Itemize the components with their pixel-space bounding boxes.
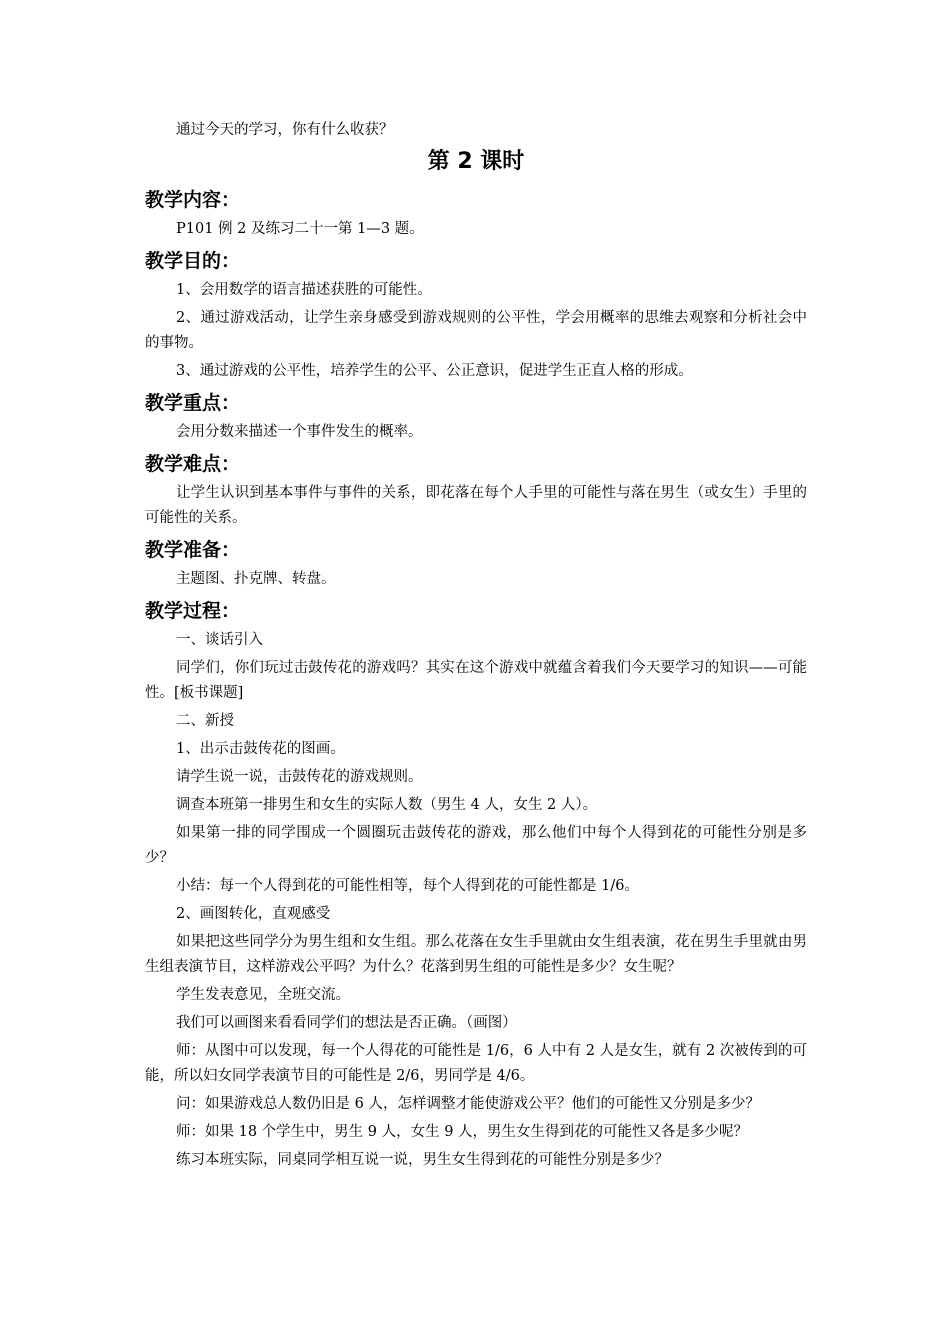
intro-question: 通过今天的学习，你有什么收获？ [176,122,394,138]
process-paragraph: 小结：每一个人得到花的可能性相等，每个人得到花的可能性都是 1/6。 [176,878,639,894]
process-paragraph: 请学生说一说，击鼓传花的游戏规则。 [176,769,423,785]
heading-process: 教学过程： [145,600,241,622]
heading-goals: 教学目的： [145,250,241,272]
lesson-title: 第 2 课时 [427,149,525,174]
process-paragraph: 练习本班实际，同桌同学相互说一说，男生女生得到花的可能性分别是多少？ [176,1152,669,1168]
heading-difficulties: 教学难点： [145,453,241,475]
process-paragraph: 2、画图转化，直观感受 [176,906,331,922]
heading-content: 教学内容： [145,189,241,211]
process-paragraph: 如果把这些同学分为男生组和女生组。那么花落在女生手里就由女生组表演，花在男生手里就由男生组表演节目，这样游戏公平吗？为什么？花落到男生组的可能性是多少？女生呢？ [145,934,807,975]
process-paragraph: 师：从图中可以发现，每一个人得花的可能性是 1/6，6 人中有 2 人是女生，就有 2 次被传到的可能，所以妇女同学表演节目的可能性是 2/6，男同学是 4/6。 [145,1043,807,1084]
process-paragraph: 师：如果 18 个学生中，男生 9 人，女生 9 人，男生女生得到花的可能性又各是多少呢？ [176,1124,749,1140]
document-body [145,118,807,1173]
goals-paragraph: 3、通过游戏的公平性，培养学生的公平、公正意识，促进学生正直人格的形成。 [176,363,693,379]
content-paragraph: P101 例 2 及练习二十一第 1—3 题。 [176,221,424,237]
process-paragraph: 调查本班第一排男生和女生的实际人数（男生 4 人，女生 2 人）。 [176,797,598,813]
process-paragraph: 一、谈话引入 [176,632,263,648]
process-paragraph: 二、新授 [176,713,234,729]
process-paragraph: 1、出示击鼓传花的图画。 [176,741,345,757]
process-paragraph: 学生发表意见，全班交流。 [176,987,350,1003]
process-paragraph: 我们可以画图来看看同学们的想法是否正确。（画图） [176,1015,517,1031]
preparation-paragraph: 主题图、扑克牌、转盘。 [176,571,336,587]
goals-paragraph: 2、通过游戏活动，让学生亲身感受到游戏规则的公平性，学会用概率的思维去观察和分析社会中的事物。 [145,310,807,351]
process-paragraph: 同学们，你们玩过击鼓传花的游戏吗？其实在这个游戏中就蕴含着我们今天要学习的知识——可能性。[板书课题] [145,660,807,701]
key-points-paragraph: 会用分数来描述一个事件发生的概率。 [176,424,423,440]
process-paragraph: 如果第一排的同学围成一个圆圈玩击鼓传花的游戏，那么他们中每个人得到花的可能性分别是多少？ [145,825,807,866]
heading-key-points: 教学重点： [145,392,241,414]
difficulties-paragraph: 让学生认识到基本事件与事件的关系，即花落在每个人手里的可能性与落在男生（或女生）手里的可能性的关系。 [145,485,807,526]
goals-paragraph: 1、会用数学的语言描述获胜的可能性。 [176,282,432,298]
heading-preparation: 教学准备： [145,539,241,561]
process-paragraph: 问：如果游戏总人数仍旧是 6 人，怎样调整才能使游戏公平？他们的可能性又分别是多少？ [176,1096,760,1112]
